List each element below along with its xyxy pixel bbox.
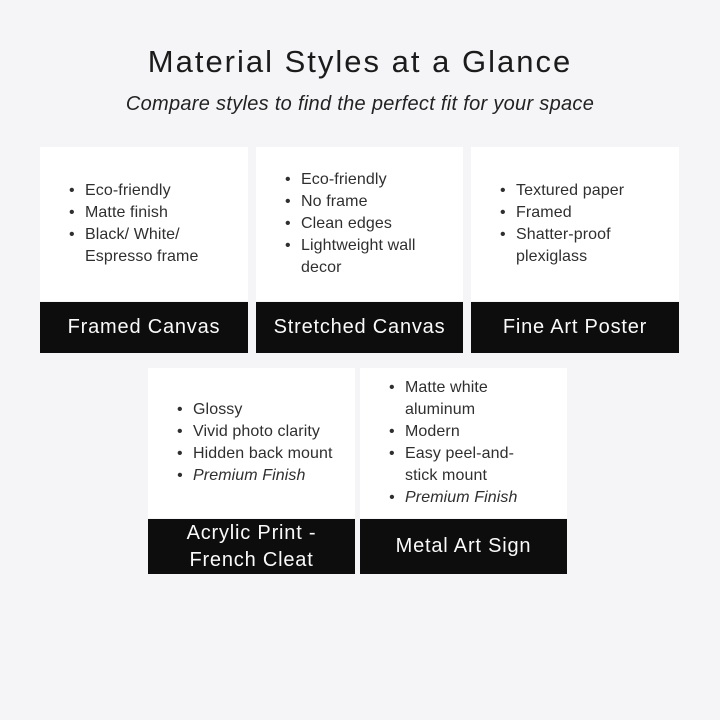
page-subtitle: Compare styles to find the perfect fit for your space (125, 93, 595, 115)
feature-list-container (256, 147, 463, 301)
feature-item: • Matte finish (69, 202, 237, 224)
page-title: Material Styles at a Glance (147, 44, 573, 79)
feature-item: • Textured paper (500, 180, 668, 202)
feature-item: • Lightweight wall decor (285, 235, 453, 279)
feature-list (389, 377, 537, 509)
feature-item: • Glossy (177, 399, 335, 421)
feature-list (285, 169, 453, 279)
feature-item-premium: • Premium Finish (389, 487, 537, 509)
feature-item: • No frame (285, 191, 453, 213)
material-label-fine-art-poster (471, 302, 679, 353)
feature-list (177, 399, 335, 487)
feature-item: • Modern (389, 421, 537, 443)
material-card-stretched-canvas (256, 147, 463, 353)
feature-item: • Matte white aluminum (389, 377, 537, 421)
material-card-metal-art-sign (360, 368, 567, 574)
feature-item: • Easy peel-and-stick mount (389, 443, 537, 487)
feature-list (69, 180, 237, 268)
feature-item: • Shatter-proof plexiglass (500, 224, 668, 268)
material-label-text: Metal Art Sign (395, 535, 532, 557)
feature-list-container (40, 147, 248, 301)
feature-list-container (148, 368, 355, 518)
feature-item: • Framed (500, 202, 668, 224)
feature-list-container (360, 368, 567, 518)
material-label-stretched-canvas (256, 302, 463, 353)
feature-item: • Eco-friendly (285, 169, 453, 191)
material-card-framed-canvas (40, 147, 248, 353)
material-card-fine-art-poster (471, 147, 679, 353)
material-card-acrylic-print (148, 368, 355, 574)
material-label-acrylic-print (148, 519, 355, 574)
feature-item: • Eco-friendly (69, 180, 237, 202)
feature-list-container (471, 147, 679, 301)
feature-item: • Clean edges (285, 213, 453, 235)
feature-item: • Black/ White/ Espresso frame (69, 224, 237, 268)
feature-list (500, 180, 668, 268)
material-label-text: Framed Canvas (67, 316, 221, 338)
material-label-text: Acrylic Print - French Cleat (186, 521, 317, 571)
feature-item: • Hidden back mount (177, 443, 335, 465)
feature-item-premium: • Premium Finish (177, 465, 335, 487)
material-label-framed-canvas (40, 302, 248, 353)
material-label-text: Stretched Canvas (273, 316, 446, 338)
feature-item: • Vivid photo clarity (177, 421, 335, 443)
material-label-text: Fine Art Poster (502, 316, 648, 338)
material-label-metal-art-sign (360, 519, 567, 574)
